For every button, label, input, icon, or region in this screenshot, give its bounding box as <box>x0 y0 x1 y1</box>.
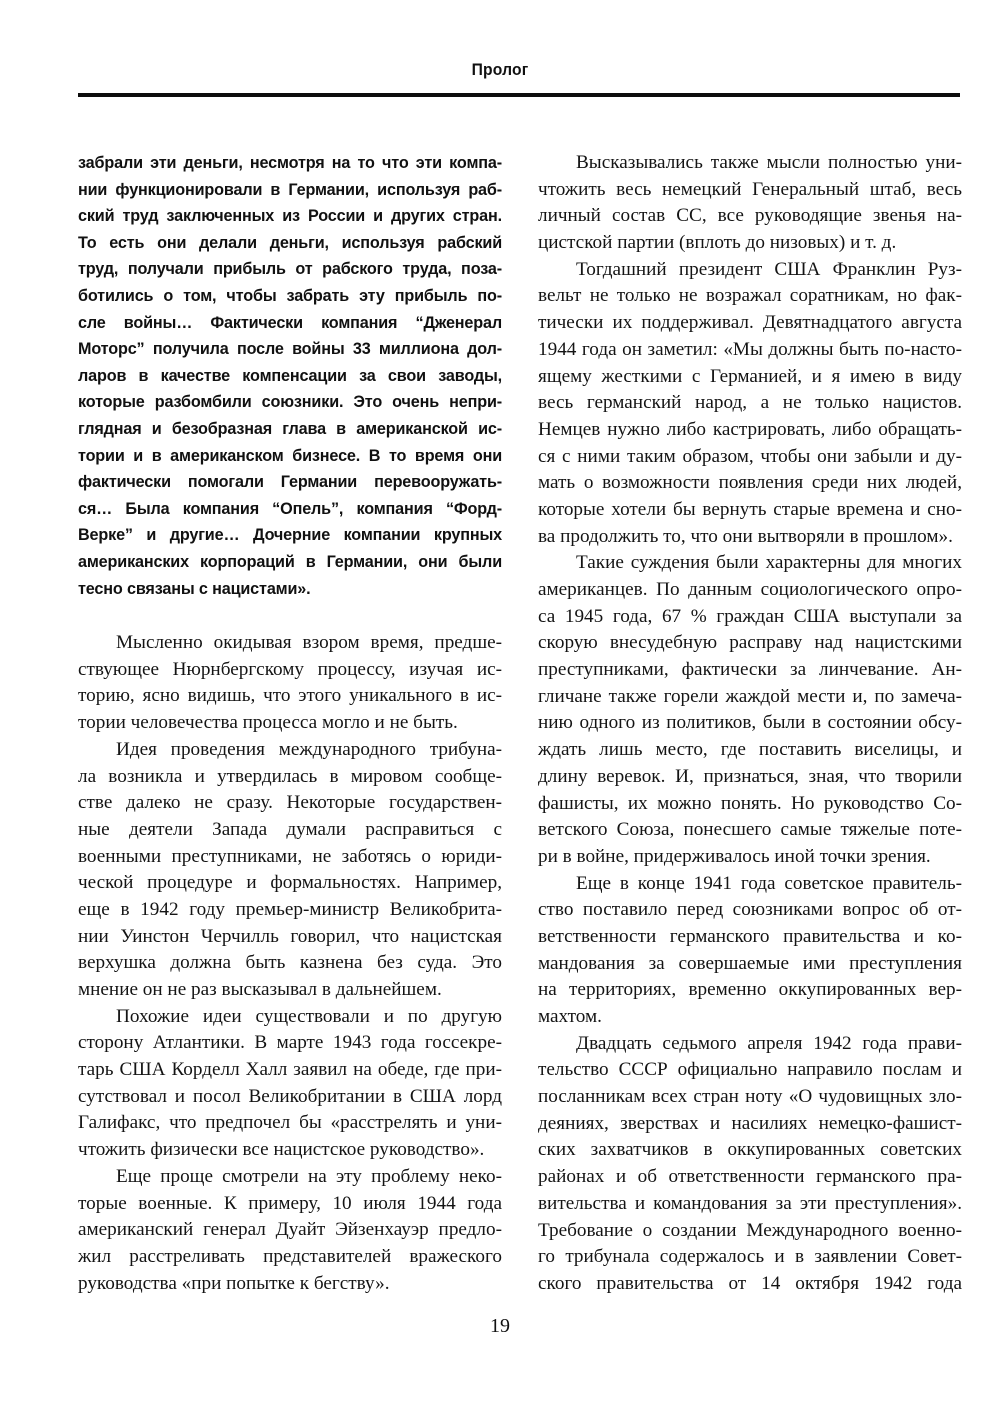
text-line: тории человечества процесса могло и не быть. <box>78 712 458 734</box>
text-line: руководства «при попытке к бегству». <box>78 1272 390 1294</box>
text-line: ри в войне, придерживалось иной точки зрения. <box>538 845 931 867</box>
text-line: ского правительства от 14 октября 1942 года <box>538 1272 962 1294</box>
text-line: вельт не только не возражал соратникам, но фак- <box>538 285 962 307</box>
text-line: скорую внесудебную расправу над нацистскими <box>538 632 962 654</box>
text-line: ствующее Нюрнбергскому процессу, изучая ис- <box>78 658 502 680</box>
quote-line: фактически помогали Германии перевооружать- <box>78 473 502 492</box>
text-line: ящему жесткими с Германией, и я имею в виду <box>538 365 962 387</box>
section-spacer <box>78 602 502 630</box>
quote-line: То есть они делали деньги, используя рабский <box>78 233 502 252</box>
text-line: ные деятели Запада думали расправиться с <box>78 818 502 840</box>
right-column-body <box>538 150 962 1298</box>
paragraph <box>538 257 962 551</box>
quoted-passage <box>78 150 502 602</box>
text-line: тельство СССР официально направило послам и <box>538 1059 962 1081</box>
text-line: посланникам всех стран ноту «О чудовищных зло- <box>538 1086 962 1108</box>
text-line: верхушка должна быть казнена без суда. Это <box>78 952 502 974</box>
text-line: которые хотели бы вернуть старые времена и сно- <box>538 498 962 520</box>
text-line: мнение он не раз высказывал в дальнейшем. <box>78 979 442 1001</box>
left-column-body <box>78 630 502 1297</box>
text-line: Высказывались также мысли полностью уни- <box>576 152 962 173</box>
quote-line: ларов в качестве компенсации за свои заводы, <box>78 366 502 385</box>
text-line: торию, ясно видишь, что этого уникального в ис- <box>78 685 502 707</box>
left-column <box>78 150 502 1297</box>
quote-line: нии функционировали в Германии, используя раб- <box>78 180 502 199</box>
text-line: жил расстреливать представителей вражеского <box>78 1245 502 1267</box>
text-line: ся с ними таким образом, чтобы они забыли и ду- <box>538 445 962 467</box>
text-line: Немцев нужно либо кастрировать, либо обращать- <box>538 418 962 440</box>
text-line: на территориях, временно оккупированных вер- <box>538 979 962 1001</box>
text-line: тарь США Корделл Халл заявил на обеде, где при- <box>78 1059 502 1081</box>
text-line: Еще в конце 1941 года советское правитель- <box>576 872 962 894</box>
text-line: го трибунала содержалось и в заявлении Совет- <box>538 1246 962 1268</box>
text-line: Мысленно окидывая взором время, предше- <box>116 632 502 654</box>
text-line: ла возникла и утвердилась в мировом сообще- <box>78 765 502 787</box>
quote-line: забрали эти деньги, несмотря на то что эти компа- <box>78 154 502 172</box>
text-line: гличане также горели жаждой мести и, по замеча- <box>538 685 962 707</box>
text-line: стве далеко не сразу. Некоторые государствен- <box>78 792 502 814</box>
text-line: ство поставило перед союзниками вопрос об от- <box>538 899 962 921</box>
running-header-title: Пролог <box>471 60 529 79</box>
text-line: тически их поддерживал. Девятнадцатого августа <box>538 312 962 334</box>
text-line: мать о возможности появления среди них людей, <box>538 472 962 494</box>
quote-line: американских корпораций в Германии, они были <box>78 552 502 571</box>
text-line: американцев. По данным социологического опро- <box>538 579 962 600</box>
quote-line: глядная и безобразная глава в американской ис- <box>78 419 502 438</box>
text-line: 1944 года он заметил: «Мы должны быть по-насто- <box>538 338 962 360</box>
text-line: еще в 1942 году премьер-министр Великобрита- <box>78 898 502 920</box>
paragraph <box>538 1031 962 1298</box>
paragraph <box>78 1004 502 1164</box>
paragraph <box>78 630 502 737</box>
paragraph <box>78 737 502 1004</box>
text-line: мандования за совершаемые ими преступления <box>538 952 962 974</box>
text-line: цистской партии (вплоть до низовых) и т. д. <box>538 232 897 254</box>
page-number: 19 <box>490 1315 510 1337</box>
quote-line: тесно связаны с нацистами». <box>78 579 311 598</box>
header-rule <box>78 93 960 97</box>
text-line: ветского Союза, понесшего самые тяжелые поте- <box>538 819 962 841</box>
text-line: вительства и командования за эти преступления». <box>538 1192 962 1214</box>
text-line: ских захватчиков в оккупированных советских <box>538 1139 962 1161</box>
text-line: Двадцать седьмого апреля 1942 года прави- <box>576 1032 962 1054</box>
text-line: ждать лишь место, где поставить виселицы, и <box>538 739 962 761</box>
quote-line: Моторс” получила после войны 33 миллиона дол- <box>78 340 502 359</box>
text-line: махтом. <box>538 1006 602 1027</box>
text-line: Требование о создании Международного военно- <box>538 1219 962 1241</box>
text-line: весь германский народ, а не только нацистов. <box>538 392 962 414</box>
text-line: са 1945 года, 67 % граждан США выступали за <box>538 605 962 627</box>
text-line: сутствовал и посол Великобритании в США лорд <box>78 1085 502 1107</box>
quote-line: труд, получали прибыль от рабского труда, поза- <box>78 260 502 279</box>
text-line: ческой процедуре и формальностях. Например, <box>78 872 502 894</box>
text-line: военными преступниками, не заботясь о юриди- <box>78 845 502 867</box>
text-line: сторону Атлантики. В марте 1943 года госсекре- <box>78 1032 502 1054</box>
paragraph <box>78 1164 502 1297</box>
text-line: Идея проведения международного трибуна- <box>116 738 502 760</box>
text-line: Еще проще смотрели на эту проблему неко- <box>116 1165 502 1187</box>
text-line: ва продолжить то, что они вытворяли в прошлом». <box>538 525 953 547</box>
paragraph <box>538 550 962 870</box>
text-line: Тогдашний президент США Франклин Руз- <box>576 258 962 280</box>
text-line: ветственности германского правительства и ко- <box>538 925 962 947</box>
quote-line: ский труд заключенных из России и других стран. <box>78 207 502 226</box>
quote-line: Верке” и другие… Дочерние компании крупных <box>78 526 502 545</box>
text-line: фашисты, их можно понять. Но руководство Со- <box>538 792 962 814</box>
paragraph <box>538 871 962 1031</box>
text-line: чтожить физически все нацистское руководство». <box>78 1139 485 1161</box>
text-line: Такие суждения были характерны для многих <box>576 552 962 574</box>
quote-line: которые разбомбили союзники. Это очень непри- <box>78 393 502 412</box>
text-line: торые военные. К примеру, 10 июля 1944 года <box>78 1192 502 1214</box>
text-line: районах и об ответственности германского пра- <box>538 1166 962 1188</box>
text-line: Похожие идеи существовали и по другую <box>116 1005 502 1027</box>
text-line: длину веревок. И, признаться, зная, что творили <box>538 765 962 787</box>
quote-line: ся… Была компания “Опель”, компания “Форд- <box>78 499 502 518</box>
text-line: нию одного из политиков, были в состоянии обсу- <box>538 712 962 734</box>
text-line: преступниками, фактически за линчевание. Ан- <box>538 659 962 681</box>
paragraph <box>538 150 962 257</box>
text-line: американский генерал Дуайт Эйзенхауэр предло- <box>78 1219 502 1241</box>
text-line: Галифакс, что предпочел бы «расстрелять и уни- <box>78 1112 502 1134</box>
quote-line: тории и в американском бизнесе. В то время они <box>78 446 502 465</box>
text-line: личный состав СС, все руководящие звенья на- <box>538 205 962 227</box>
quote-line: ботились о том, чтобы забрать эту прибыль по- <box>78 286 502 305</box>
text-line: нии Уинстон Черчилль говорил, что нацистская <box>78 925 502 947</box>
text-line: чтожить весь немецкий Генеральный штаб, весь <box>538 178 962 200</box>
quote-line: сле войны… Фактически компания “Дженерал <box>78 313 502 332</box>
right-column <box>538 150 962 1298</box>
text-line: деяниях, зверствах и насилиях немецко-фашист- <box>538 1112 962 1134</box>
